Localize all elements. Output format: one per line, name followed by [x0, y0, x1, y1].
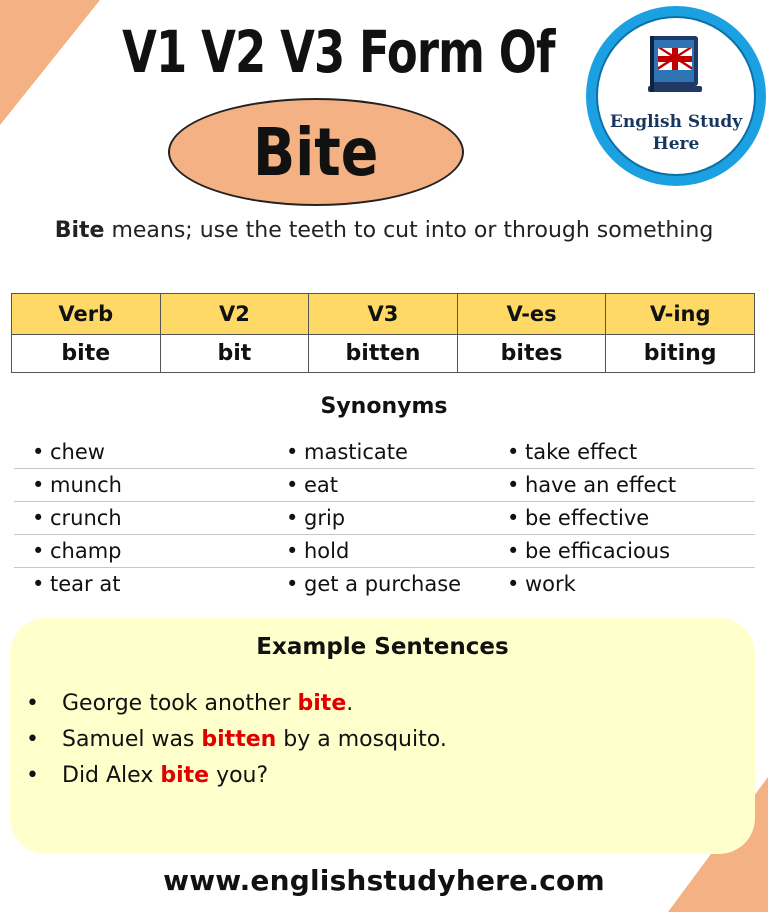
synonyms-list	[14, 436, 755, 600]
header-v3: V3	[309, 294, 458, 335]
synonym: crunch	[50, 506, 122, 530]
sentence-before: George took another	[62, 691, 298, 716]
examples-heading: Example Sentences	[256, 634, 509, 660]
website-url: www.englishstudyhere.com	[163, 864, 605, 897]
synonym: get a purchase	[304, 572, 462, 596]
bullet: •	[32, 440, 45, 464]
book-with-uk-flag-icon	[644, 34, 708, 96]
bullet: •	[507, 572, 520, 596]
value-v-ing: biting	[606, 335, 755, 373]
bullet: •	[26, 763, 39, 788]
value-verb: bite	[12, 335, 161, 373]
bullet: •	[32, 572, 45, 596]
synonym: hold	[304, 539, 350, 563]
value-v-es: bites	[457, 335, 606, 373]
bullet: •	[286, 572, 299, 596]
list-item	[26, 722, 447, 758]
synonym: take effect	[525, 440, 638, 464]
verb-forms-table	[11, 293, 755, 373]
page-title: V1 V2 V3 Form Of	[122, 18, 555, 86]
bullet: •	[507, 539, 520, 563]
bullet: •	[507, 440, 520, 464]
list-item	[14, 469, 755, 502]
verb-meaning	[0, 218, 768, 243]
synonym: tear at	[50, 572, 121, 596]
meaning-text: means; use the teeth to cut into or through something	[104, 218, 714, 243]
bullet: •	[32, 539, 45, 563]
synonym: munch	[50, 473, 122, 497]
site-logo	[586, 6, 766, 186]
logo-inner-circle	[596, 16, 756, 176]
list-item	[14, 568, 755, 600]
list-item	[26, 758, 447, 794]
synonym: have an effect	[525, 473, 677, 497]
synonym: be effective	[525, 506, 650, 530]
verb-badge	[168, 98, 464, 206]
table-header-row	[12, 294, 755, 335]
header-v2: V2	[160, 294, 309, 335]
meaning-word: Bite	[54, 218, 105, 243]
list-item	[26, 686, 447, 722]
synonym: champ	[50, 539, 122, 563]
sentence-after: you?	[209, 763, 269, 788]
synonym: be efficacious	[525, 539, 671, 563]
bullet: •	[32, 473, 45, 497]
list-item	[14, 436, 755, 469]
list-item	[14, 502, 755, 535]
synonyms-heading: Synonyms	[320, 394, 448, 419]
sentence-highlight: bite	[160, 763, 210, 788]
synonym: chew	[50, 440, 105, 464]
bullet: •	[26, 691, 39, 716]
logo-text-line1: English Study	[609, 112, 743, 132]
header-verb: Verb	[12, 294, 161, 335]
sentence-highlight: bite	[297, 691, 347, 716]
bullet: •	[32, 506, 45, 530]
synonym: eat	[304, 473, 339, 497]
sentence-before: Did Alex	[62, 763, 161, 788]
bullet: •	[286, 506, 299, 530]
header-v-es: V-es	[457, 294, 606, 335]
bullet: •	[286, 440, 299, 464]
value-v2: bit	[160, 335, 309, 373]
examples-list	[26, 686, 447, 794]
bullet: •	[507, 506, 520, 530]
bullet: •	[507, 473, 520, 497]
synonym: grip	[304, 506, 346, 530]
bullet: •	[26, 727, 39, 752]
header-v-ing: V-ing	[606, 294, 755, 335]
sentence-before: Samuel was	[62, 727, 202, 752]
synonym: masticate	[304, 440, 408, 464]
bullet: •	[286, 539, 299, 563]
bullet: •	[286, 473, 299, 497]
sentence-after: by a mosquito.	[276, 727, 447, 752]
sentence-highlight: bitten	[201, 727, 277, 752]
sentence-after: .	[346, 691, 354, 716]
example-sentences-panel	[10, 618, 755, 854]
list-item	[14, 535, 755, 568]
synonym: work	[525, 572, 576, 596]
corner-decoration-top-left	[0, 0, 100, 125]
table-row	[12, 335, 755, 373]
verb-label: Bite	[253, 113, 379, 191]
value-v3: bitten	[309, 335, 458, 373]
logo-text-line2: Here	[652, 134, 700, 154]
